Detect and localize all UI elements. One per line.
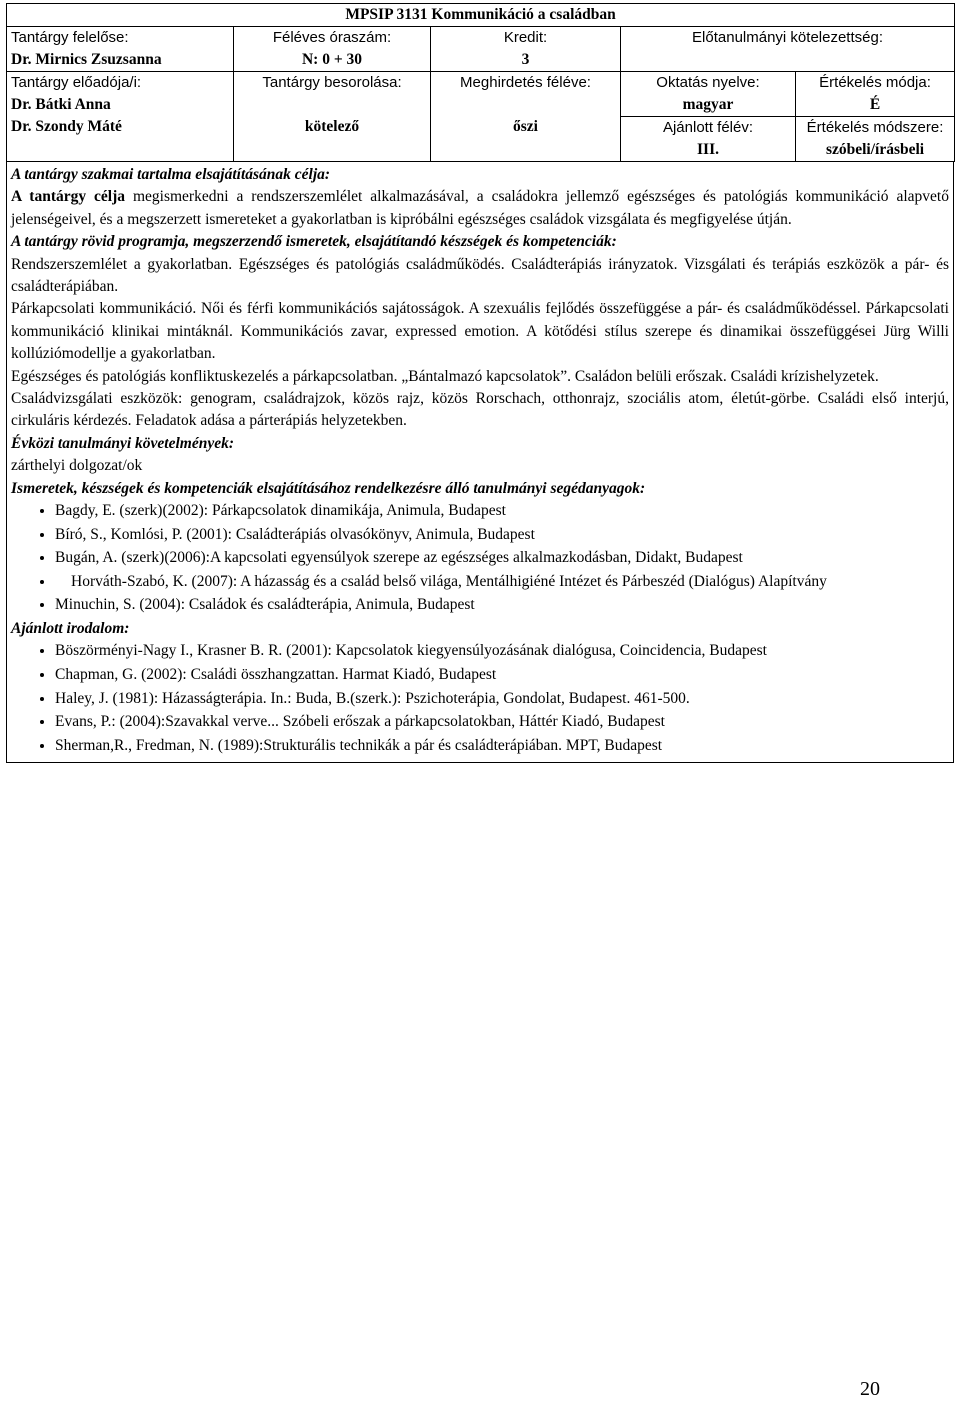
list-item: • Bagdy, E. (szerk)(2002): Párkapcsolatok dinamikája, Animula, Budapest <box>55 500 949 522</box>
prereq-cell <box>621 27 955 72</box>
semester-value: őszi <box>513 118 538 135</box>
requirements-heading: Évközi tanulmányi követelmények: <box>11 434 235 452</box>
program-heading: A tantárgy rövid programja, megszerzendő ismeretek, elsajátítandó készségek és kompetenciák: <box>11 233 617 251</box>
list-item: • Minuchin, S. (2004): Családok és családterápia, Animula, Budapest <box>55 594 949 616</box>
course-sheet <box>6 3 954 763</box>
language-value: magyar <box>682 96 734 113</box>
goal-body: megismerkedni a rendszerszemlélet alkalmazásával, a családokra jellemző egészséges és patológiás kommunikáció alapvető jelenségeivel, és a megszerzett ismereteket a gyakorlatban is kipróbálni egészséges családok vizsgálata és megfigyelése útján. <box>11 188 949 228</box>
requirements-text: zárthelyi dolgozat/ok <box>11 457 143 475</box>
eval-type-label: Értékelés módja: <box>819 74 931 91</box>
semester-label: Meghirdetés féléve: <box>460 74 591 91</box>
literature-list <box>11 640 949 756</box>
responsible-label: Tantárgy felelőse: <box>11 29 129 46</box>
literature-heading: Ajánlott irodalom: <box>11 620 130 638</box>
goal-text <box>11 186 949 231</box>
eval-type-value: É <box>869 96 881 113</box>
list-item: • Horváth-Szabó, K. (2007): A házasság és a család belső világa, Mentálhigiéné Intézet és Párbeszéd (Dialógus) Alapítvány <box>55 571 949 593</box>
goal-heading: A tantárgy szakmai tartalma elsajátításának célja: <box>11 166 331 183</box>
classification-cell <box>234 72 431 162</box>
credit-cell <box>431 27 621 72</box>
language-label: Oktatás nyelve: <box>656 74 760 91</box>
hours-cell <box>234 27 431 72</box>
lecturer-cell <box>7 72 234 162</box>
eval-method-cell <box>796 117 955 162</box>
list-item: • Böszörményi-Nagy I., Krasner B. R. (2001): Kapcsolatok kiegyensúlyozásának dialógusa, Coincidencia, Budapest <box>55 640 949 662</box>
course-body <box>6 162 954 763</box>
eval-type-cell <box>796 72 955 117</box>
lecturer-name-1: Dr. Bátki Anna <box>11 96 111 113</box>
course-header-table <box>6 3 955 162</box>
program-paragraph: Egészséges és patológiás konfliktuskezelés a párkapcsolatban. „Bántalmazó kapcsolatok”. Családon belüli erőszak. Családi krízishelyzetek. <box>11 367 879 385</box>
list-item: • Chapman, G. (2002): Családi összhangzattan. Harmat Kiadó, Budapest <box>55 664 949 686</box>
list-item: • Evans, P.: (2004):Szavakkal verve... Szóbeli erőszak a párkapcsolatokban, Háttér Kiadó, Budapest <box>55 711 949 733</box>
credit-label: Kredit: <box>503 29 548 46</box>
course-title: MPSIP 3131 Kommunikáció a családban <box>7 4 955 27</box>
program-paragraph: Családvizsgálati eszközök: genogram, családrajzok, közös rajz, közös Rorschach, otthonrajz, szociális atom, életút-görbe. Családi első interjú, cirkuláris kérdezés. Feladatok adása a párterápiás helyzetekben. <box>11 390 949 430</box>
eval-method-label: Értékelés módszere: <box>806 119 944 136</box>
recommended-value: III. <box>697 141 719 158</box>
list-item: • Bugán, A. (szerk)(2006):A kapcsolati egyensúlyok szerepe az egészséges alkalmazkodásban, Didakt, Budapest <box>55 547 949 569</box>
prereq-label: Előtanulmányi kötelezettség: <box>692 29 883 46</box>
classification-value: kötelező <box>304 118 360 135</box>
language-cell <box>621 72 796 117</box>
materials-heading: Ismeretek, készségek és kompetenciák elsajátításához rendelkezésre álló tanulmányi segédanyagok: <box>11 479 646 497</box>
lecturer-name-2: Dr. Szondy Máté <box>11 118 122 135</box>
recommended-cell <box>621 117 796 162</box>
classification-label: Tantárgy besorolása: <box>262 74 402 91</box>
list-item: • Bíró, S., Komlósi, P. (2001): Családterápiás olvasókönyv, Animula, Budapest <box>55 524 949 546</box>
lecturer-label: Tantárgy előadója/i: <box>11 74 142 91</box>
program-paragraph: Párkapcsolati kommunikáció. Női és férfi kommunikációs sajátosságok. A szexuális fejlődés összefüggése a pár- és családműködéssel. Párkapcsolati kommunikáció klinikai mintáknál. Kommunikációs zavar, expressed emotion. A kötődési stílus szerepe és dinamikai összefüggései Jürg Willi kollúziómodellje a gyakorlatban. <box>11 300 949 363</box>
responsible-name: Dr. Mirnics Zsuzsanna <box>11 51 162 68</box>
responsible-cell <box>7 27 234 72</box>
program-paragraph: Rendszerszemlélet a gyakorlatban. Egészséges és patológiás családműködés. Családterápiás irányzatok. Vizsgálati és terápiás eszközök a pár- és családterápiában. <box>11 255 949 296</box>
semester-cell <box>431 72 621 162</box>
recommended-label: Ajánlott félév: <box>662 119 754 136</box>
hours-value: N: 0 + 30 <box>301 51 363 68</box>
materials-list <box>11 500 949 616</box>
hours-label: Féléves óraszám: <box>272 29 392 46</box>
credit-value: 3 <box>521 51 530 68</box>
eval-method-value: szóbeli/írásbeli <box>825 141 925 158</box>
page-number: 20 <box>860 1378 880 1400</box>
goal-lead: A tantárgy célja <box>11 188 126 206</box>
list-item: • Sherman,R., Fredman, N. (1989):Strukturális technikák a pár és családterápiában. MPT, Budapest <box>55 735 949 757</box>
list-item: • Haley, J. (1981): Házasságterápia. In.: Buda, B.(szerk.): Pszichoterápia, Gondolat, Budapest. 461-500. <box>55 688 949 710</box>
